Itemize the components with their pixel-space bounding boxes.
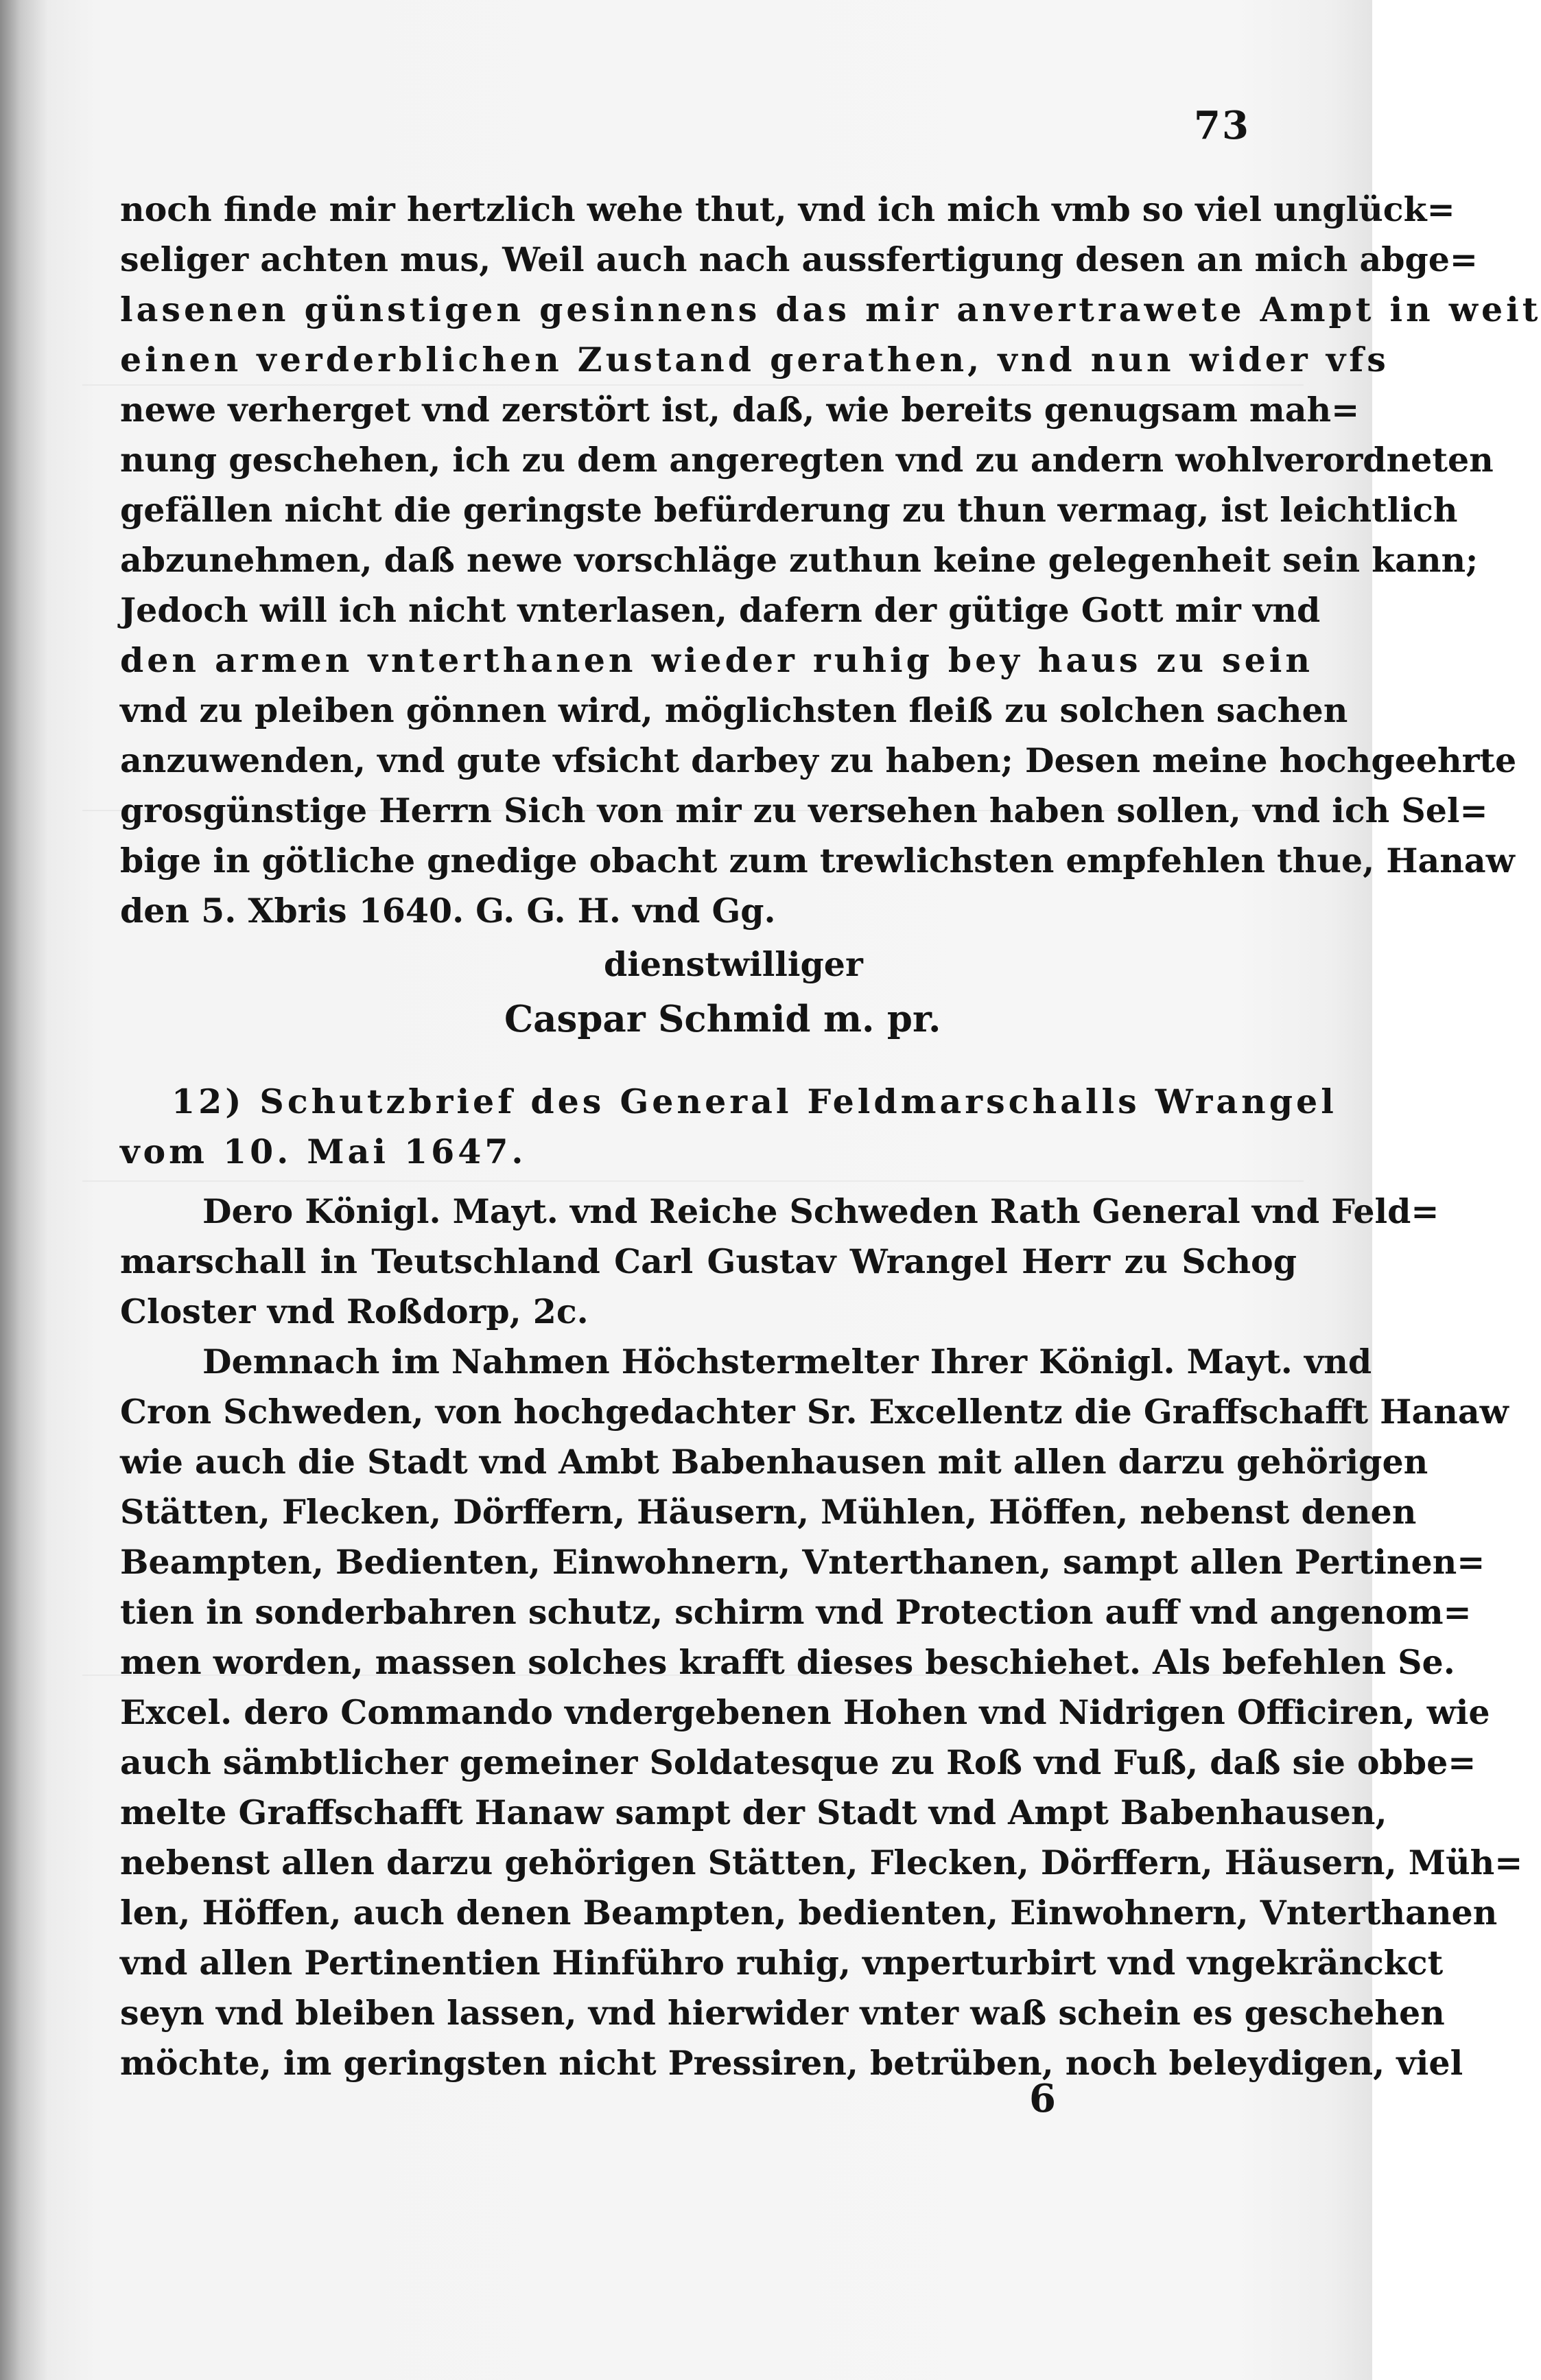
text-line: grosgünstige Herrn Sich von mir zu versehen haben sollen, vnd ich Sel= — [120, 791, 1488, 830]
signature: Caspar Schmid m. pr. — [504, 998, 941, 1040]
text-line: vnd allen Pertinentien Hinführo ruhig, vnperturbirt vnd vngekränckct — [120, 1943, 1444, 1983]
closing-formula: dienstwilliger — [604, 944, 863, 984]
text-line: einen verderblichen Zustand gerathen, vnd nun wider vfs — [120, 340, 1389, 380]
text-line: den armen vnterthanen wieder ruhig bey haus zu sein — [120, 640, 1314, 680]
page-number: 73 — [1194, 103, 1250, 148]
text-line: gefällen nicht die geringste befürderung zu thun vermag, ist leichtlich — [120, 490, 1458, 530]
text-line: anzuwenden, vnd gute vfsicht darbey zu haben; Desen meine hochgeehrte — [120, 740, 1517, 780]
text-line: auch sämbtlicher gemeiner Soldatesque zu Roß vnd Fuß, daß sie obbe= — [120, 1742, 1477, 1782]
text-line: lasenen günstigen gesinnens das mir anvertrawete Ampt in weit — [120, 290, 1541, 329]
text-line: marschall in Teutschland Carl Gustav Wrangel Herr zu Schog — [120, 1241, 1297, 1281]
text-line: len, Höffen, auch denen Beampten, bedienten, Einwohnern, Vnterthanen — [120, 1893, 1498, 1933]
text-line: nung geschehen, ich zu dem angeregten vnd zu andern wohlverordneten — [120, 440, 1494, 480]
text-line: Beampten, Bedienten, Einwohnern, Vnterthanen, sampt allen Pertinen= — [120, 1542, 1485, 1582]
text-line: Jedoch will ich nicht vnterlasen, dafern der gütige Gott mir vnd — [120, 590, 1321, 630]
text-line: noch finde mir hertzlich wehe thut, vnd ich mich vmb so viel unglück= — [120, 189, 1455, 229]
text-line: tien in sonderbahren schutz, schirm vnd Protection auff vnd angenom= — [120, 1592, 1472, 1632]
text-line: Dero Königl. Mayt. vnd Reiche Schweden Rath General vnd Feld= — [202, 1191, 1439, 1231]
show-through-line — [82, 384, 1304, 386]
text-line: Cron Schweden, von hochgedachter Sr. Excellentz die Graffschafft Hanaw — [120, 1392, 1509, 1432]
text-line: Excel. dero Commando vndergebenen Hohen vnd Nidrigen Officiren, wie — [120, 1692, 1490, 1732]
text-line: den 5. Xbris 1640. G. G. H. vnd Gg. — [120, 891, 776, 931]
text-line: Demnach im Nahmen Höchstermelter Ihrer Königl. Mayt. vnd — [202, 1342, 1372, 1381]
text-line: seliger achten mus, Weil auch nach aussfertigung desen an mich abge= — [120, 240, 1478, 279]
text-line: wie auch die Stadt vnd Ambt Babenhausen mit allen darzu gehörigen — [120, 1442, 1428, 1482]
text-line: melte Graffschafft Hanaw sampt der Stadt vnd Ampt Babenhausen, — [120, 1793, 1387, 1832]
signature-mark: 6 — [1029, 2076, 1056, 2121]
text-line: nebenst allen darzu gehörigen Stätten, Flecken, Dörffern, Häusern, Müh= — [120, 1843, 1523, 1882]
text-line: vnd zu pleiben gönnen wird, möglichsten fleiß zu solchen sachen — [120, 690, 1348, 730]
text-line: Stätten, Flecken, Dörffern, Häusern, Mühlen, Höffen, nebenst denen — [120, 1492, 1417, 1532]
section-heading-date: vom 10. Mai 1647. — [120, 1132, 527, 1171]
text-line: abzunehmen, daß newe vorschläge zuthun keine gelegenheit sein kann; — [120, 540, 1479, 580]
text-line: Closter vnd Roßdorp, 2c. — [120, 1292, 589, 1331]
text-line: möchte, im geringsten nicht Pressiren, betrüben, noch beleydigen, viel — [120, 2043, 1463, 2083]
text-line: bige in götliche gnedige obacht zum trewlichsten empfehlen thue, Hanaw — [120, 841, 1515, 880]
text-line: newe verherget vnd zerstört ist, daß, wie bereits genugsam mah= — [120, 390, 1360, 430]
text-line: seyn vnd bleiben lassen, vnd hierwider vnter waß schein es geschehen — [120, 1993, 1445, 2033]
show-through-line — [82, 1180, 1304, 1182]
section-heading: 12) Schutzbrief des General Feldmarschalls Wrangel — [172, 1082, 1337, 1121]
text-line: men worden, massen solches krafft dieses beschiehet. Als befehlen Se. — [120, 1642, 1455, 1682]
